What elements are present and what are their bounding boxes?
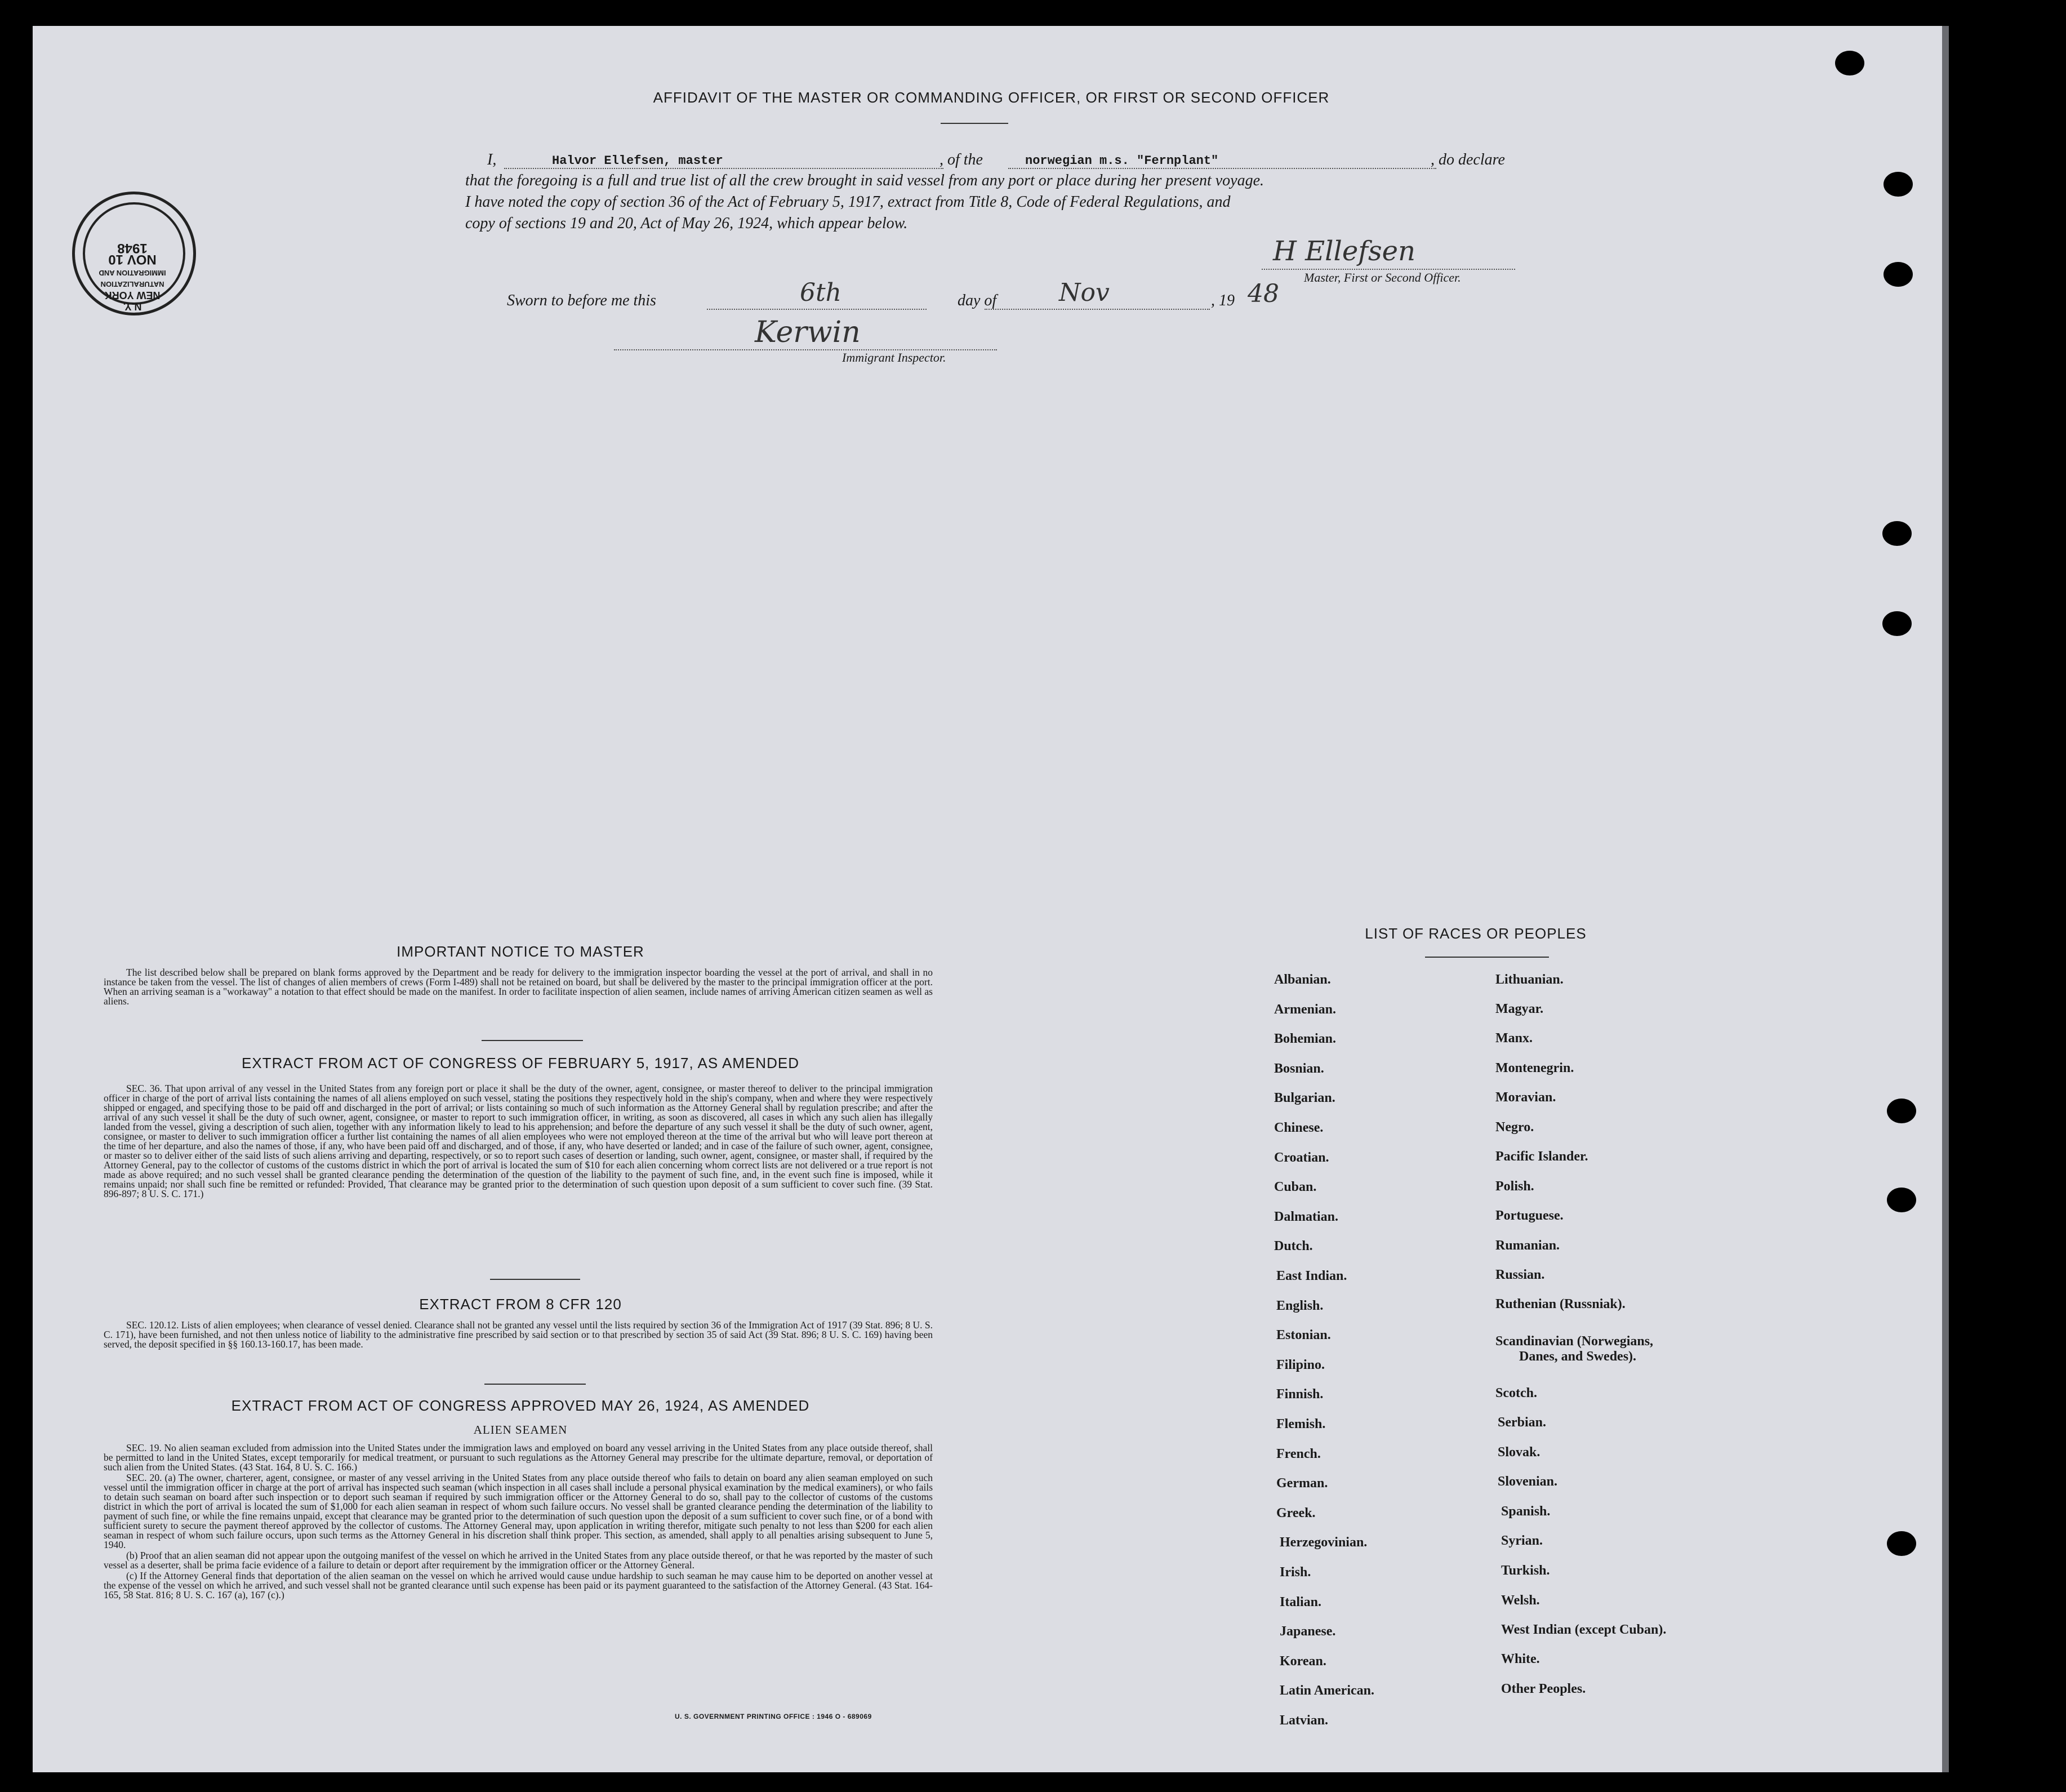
section-divider bbox=[484, 1384, 586, 1385]
race-item: Welsh. bbox=[1501, 1593, 1540, 1608]
year-prefix: , 19 bbox=[1211, 292, 1235, 309]
race-item: Bosnian. bbox=[1274, 1061, 1324, 1076]
punch-hole bbox=[1887, 1531, 1916, 1556]
race-item: Magyar. bbox=[1495, 1002, 1544, 1016]
page-edge bbox=[1942, 26, 1949, 1772]
of-the-label: , of the bbox=[940, 151, 983, 168]
do-declare-label: , do declare bbox=[1431, 151, 1505, 168]
race-item: English. bbox=[1276, 1298, 1324, 1313]
punch-hole bbox=[1884, 262, 1913, 287]
master-signature-line bbox=[1262, 268, 1515, 270]
extract-1924-subtitle: ALIEN SEAMEN bbox=[473, 1423, 568, 1437]
race-item: Croatian. bbox=[1274, 1150, 1329, 1165]
master-signature: H Ellefsen bbox=[1273, 235, 1415, 267]
race-item: Chinese. bbox=[1274, 1120, 1324, 1135]
extract-1917-paragraph: SEC. 36. That upon arrival of any vessel in the United States from any foreign port or place it shall be the duty of the owner, agent, consignee, or master thereof to deliver to the principal immigration officer in charge of the port of arrival lists containing the names of all aliens employed on such vessel, stating the positions they respectively hold in the ship's company, when and where they were respectively shipped or engaged, and specifying those to be paid off and discharged in the port of arrival; or lists containing so much of such information as the Attorney General shall by regulation prescribe; and after the arrival of any such vessel it shall be the duty of such owner, agent, consignee, or master to report to such immigration officer, in writing, as soon as discovered, all cases in which any such alien has illegally landed from the vessel, giving a description of such alien, together with any information likely to lead to his apprehension; and before the departure of any such vessel it shall be the duty of such owner, agent, consignee, or master to deliver to such immigration officer a further list containing the names of all alien employees who were not employed thereon at the time of the arrival but who will leave port thereon at the time of her departure, and also the names of those, if any, who have been paid off and discharged, and of those, if any, who have deserted or landed; and in case of the failure of such owner, agent, consignee, or master so to deliver either of the said lists of such aliens arriving and departing, respectively, or so to report such cases of desertion or landing, such owner, agent, consignee, or master shall, if required by the Attorney General, pay to the collector of customs of the customs district in which the port of arrival is located the sum of $10 for each alien concerning whom correct lists are not delivered or a true report is not made as above required; and no such vessel shall be granted clearance pending the determination of the question of the liability to the payment of such fine, and, in the event such fine is imposed, while it remains unpaid; nor shall such fine be remitted or refunded: Provided, That clearance may be granted prior to the determination of such question upon deposit of a sum sufficient to cover such fine. (39 Stat. 896-897; 8 U. S. C. 171.) bbox=[104, 1083, 933, 1199]
race-item: Flemish. bbox=[1276, 1417, 1326, 1431]
race-item: Ruthenian (Russniak). bbox=[1495, 1297, 1626, 1311]
race-item: French. bbox=[1276, 1446, 1321, 1461]
race-item: German. bbox=[1276, 1476, 1328, 1491]
affidavit-title: AFFIDAVIT OF THE MASTER OR COMMANDING OFFICER, OR FIRST OR SECOND OFFICER bbox=[653, 89, 1330, 106]
section-divider bbox=[490, 1279, 580, 1280]
race-item: Slovenian. bbox=[1498, 1474, 1558, 1489]
race-item: Syrian. bbox=[1501, 1533, 1543, 1548]
race-item: Slovak. bbox=[1498, 1445, 1540, 1460]
extract-1917-title: EXTRACT FROM ACT OF CONGRESS OF FEBRUARY 5, 1917, AS AMENDED bbox=[242, 1055, 799, 1071]
race-item: Irish. bbox=[1280, 1565, 1311, 1580]
sworn-month: Nov bbox=[1059, 278, 1110, 307]
stamp-date: NOV 10 1948 bbox=[108, 241, 157, 267]
notice-body bbox=[104, 968, 933, 1007]
race-item: Latin American. bbox=[1280, 1683, 1374, 1698]
race-item: Italian. bbox=[1280, 1594, 1322, 1609]
extract-cfr-title: EXTRACT FROM 8 CFR 120 bbox=[419, 1296, 622, 1313]
race-item: Polish. bbox=[1495, 1179, 1534, 1194]
notice-paragraph: The list described below shall be prepared on blank forms approved by the Department and be ready for delivery to the immigration inspector boarding the vessel at the port of arrival, and shall in no instance be taken from the vessel. The list of changes of alien members of crews (Form I-489) shall not be retained on board, but shall be delivered by the master to the principal immigration officer at the port. When an arriving seaman is a "workaway" a notation to that effect should be made on the manifest. In order to facilitate inspection of alien seamen, include names of arriving American citizen seamen as well as aliens. bbox=[104, 967, 933, 1007]
race-item: Serbian. bbox=[1498, 1415, 1547, 1430]
stamp-text bbox=[96, 242, 169, 312]
section-divider bbox=[482, 1040, 583, 1041]
race-item: Portuguese. bbox=[1495, 1208, 1564, 1223]
punch-hole bbox=[1835, 51, 1864, 75]
race-item: East Indian. bbox=[1276, 1269, 1347, 1283]
extract-1924-sec20a: SEC. 20. (a) The owner, charterer, agent, consignee, or master of any vessel arriving in the United States from any place outside thereof who fails to detain on board any alien seaman employed on such vessel until the immigration officer in charge at the port of arrival has inspected such seaman (which inspection in all cases shall include a personal physical examination by the medical examiners), or who fails to detain such seaman on board after such inspection or to deport such seaman if required by such immigration officer or the Attorney General to do so, shall pay to the collector of customs of the customs district in which the port of arrival is located the sum of $1,000 for each alien seaman in respect of whom such failure occurs. No vessel shall be granted clearance pending the determination of the liability to payment of such fine, or while the fine remains unpaid, except that clearance may be granted prior to the determination of such question upon the deposit of a sum sufficient to cover such fine, or of a bond with sufficient surety to secure the payment thereof approved by the collector of customs. The Attorney General may, upon application in writing therefor, mitigate such penalty to not less than $200 for each alien seaman in respect of whom such failure occurs, upon such terms as the Attorney General in his discretion shall think proper. This section, as amended, shall apply to all penalties arising subsequent to June 5, 1940. bbox=[104, 1472, 933, 1550]
race-item: Turkish. bbox=[1501, 1563, 1550, 1578]
punch-hole bbox=[1887, 1099, 1916, 1123]
master-signature-caption: Master, First or Second Officer. bbox=[1304, 270, 1461, 284]
race-item: Armenian. bbox=[1274, 1002, 1336, 1017]
race-item: West Indian (except Cuban). bbox=[1501, 1622, 1667, 1637]
vessel-name: norwegian m.s. "Fernplant" bbox=[1025, 154, 1219, 168]
race-item: Danes, and Swedes). bbox=[1519, 1349, 1637, 1364]
punch-hole bbox=[1882, 521, 1912, 546]
races-title-divider bbox=[1425, 957, 1549, 958]
affidavit-line3: I have noted the copy of section 36 of the Act of February 5, 1917, extract from Title 8, Code of Federal Regulations, and bbox=[465, 193, 1231, 211]
race-item: Spanish. bbox=[1501, 1504, 1551, 1519]
affidavit-line4: copy of sections 19 and 20, Act of May 26, 1924, which appear below. bbox=[465, 215, 908, 232]
extract-1924-sec19: SEC. 19. No alien seaman excluded from admission into the United States under the immigration laws and employed on board any vessel arriving in the United States from any place outside thereof, shall be permitted to land in the United States, except temporarily for medical treatment, or pursuant to such regulations as the Attorney General may prescribe for the ultimate departure, removal, or deportation of such alien from the United States. (43 Stat. 164, 8 U. S. C. 166.) bbox=[104, 1442, 933, 1473]
punch-hole bbox=[1884, 172, 1913, 197]
races-title: LIST OF RACES OR PEOPLES bbox=[1365, 925, 1587, 942]
extract-1924-sec20c: (c) If the Attorney General finds that deportation of the alien seaman on the vessel on which he arrived would cause undue hardship to such seaman he may cause him to be deported on another vessel at the expense of the vessel on which he arrived, and such vessel shall not be granted clearance until such expense has been paid or its payment guaranteed to the satisfaction of the Attorney General. (43 Stat. 164-165, 58 Stat. 816; 8 U. S. C. 167 (a), 167 (c).) bbox=[104, 1570, 933, 1600]
race-item: Estonian. bbox=[1276, 1328, 1331, 1343]
extract-cfr-body bbox=[104, 1320, 933, 1350]
race-item: Greek. bbox=[1276, 1505, 1316, 1520]
inspector-caption: Immigrant Inspector. bbox=[842, 350, 946, 364]
affidavit-line2: that the foregoing is a full and true list of all the crew brought in said vessel from any port or place during her present voyage. bbox=[465, 172, 1264, 189]
race-item: Cuban. bbox=[1274, 1180, 1317, 1195]
race-item: Herzegovinian. bbox=[1280, 1535, 1368, 1550]
race-item: Korean. bbox=[1280, 1653, 1326, 1669]
punch-hole bbox=[1882, 611, 1912, 636]
sworn-label: Sworn to before me this bbox=[507, 292, 656, 309]
race-item: Scotch. bbox=[1495, 1386, 1537, 1400]
race-item: Russian. bbox=[1495, 1268, 1545, 1282]
sworn-month-blank bbox=[985, 308, 1210, 310]
race-item: White. bbox=[1501, 1652, 1540, 1666]
race-item: Manx. bbox=[1495, 1031, 1533, 1046]
race-item: Finnish. bbox=[1276, 1387, 1324, 1402]
race-item: Moravian. bbox=[1495, 1090, 1556, 1105]
race-item: Montenegrin. bbox=[1495, 1061, 1574, 1075]
race-item: Lithuanian. bbox=[1495, 972, 1564, 987]
race-item: Dutch. bbox=[1274, 1239, 1313, 1254]
extract-1924-title: EXTRACT FROM ACT OF CONGRESS APPROVED MAY 26, 1924, AS AMENDED bbox=[231, 1397, 810, 1414]
stamp-line: IMMIGRATION AND bbox=[99, 269, 166, 277]
race-item: Japanese. bbox=[1280, 1624, 1336, 1639]
punch-hole bbox=[1887, 1188, 1916, 1212]
title-divider bbox=[941, 123, 1008, 124]
race-item: Bohemian. bbox=[1274, 1031, 1337, 1047]
race-item: Filipino. bbox=[1276, 1357, 1325, 1372]
extract-cfr-paragraph: SEC. 120.12. Lists of alien employees; when clearance of vessel denied. Clearance shall not be granted any vessel until the lists required by section 36 of the Immigration Act of 1917 (39 Stat. 896; 8 U. S. C. 171), have been furnished, and not then unless notice of liability to the administrative fine prescribed by said section or to that prescribed by section 35 of said Act (39 Stat. 896; 8 U. S. C. 169) having been served, the deposit specified in §§ 160.13-160.17, has been made. bbox=[104, 1319, 933, 1350]
line1-prefix: I, bbox=[487, 151, 497, 168]
extract-1924-body bbox=[104, 1443, 933, 1601]
race-item: Negro. bbox=[1495, 1120, 1534, 1135]
extract-1924-sec20b: (b) Proof that an alien seaman did not appear upon the outgoing manifest of the vessel on which he arrived in the United States from any place outside thereof, or that he was reported by the master of such vessel as a deserter, shall be prima facie evidence of a failure to detain or deport after requirement by the immigration officer or the Attorney General. bbox=[104, 1550, 933, 1571]
race-item: Pacific Islander. bbox=[1495, 1149, 1588, 1164]
race-item: Dalmatian. bbox=[1274, 1209, 1338, 1224]
notice-title: IMPORTANT NOTICE TO MASTER bbox=[397, 943, 644, 960]
stamp-line: N.Y. bbox=[123, 301, 142, 312]
race-item: Rumanian. bbox=[1495, 1238, 1560, 1253]
stamp-line: NEW YORK bbox=[104, 290, 161, 301]
race-item: Albanian. bbox=[1274, 972, 1331, 987]
race-item: Scandinavian (Norwegians, bbox=[1495, 1334, 1654, 1349]
printer-imprint: U. S. GOVERNMENT PRINTING OFFICE : 1946 O - 689069 bbox=[675, 1713, 872, 1720]
extract-1917-body bbox=[104, 1084, 933, 1200]
race-item: Other Peoples. bbox=[1501, 1682, 1586, 1696]
sworn-year: 48 bbox=[1248, 279, 1279, 308]
stamp-line: NATURALIZATION bbox=[100, 280, 164, 288]
master-name: Halvor Ellefsen, master bbox=[552, 154, 723, 168]
sworn-day: 6th bbox=[800, 278, 842, 307]
race-item: Bulgarian. bbox=[1274, 1091, 1335, 1106]
inspector-signature: Kerwin bbox=[755, 315, 861, 349]
race-item: Latvian. bbox=[1280, 1713, 1329, 1728]
sworn-day-blank bbox=[707, 308, 927, 310]
day-of-label: day of bbox=[958, 292, 997, 309]
